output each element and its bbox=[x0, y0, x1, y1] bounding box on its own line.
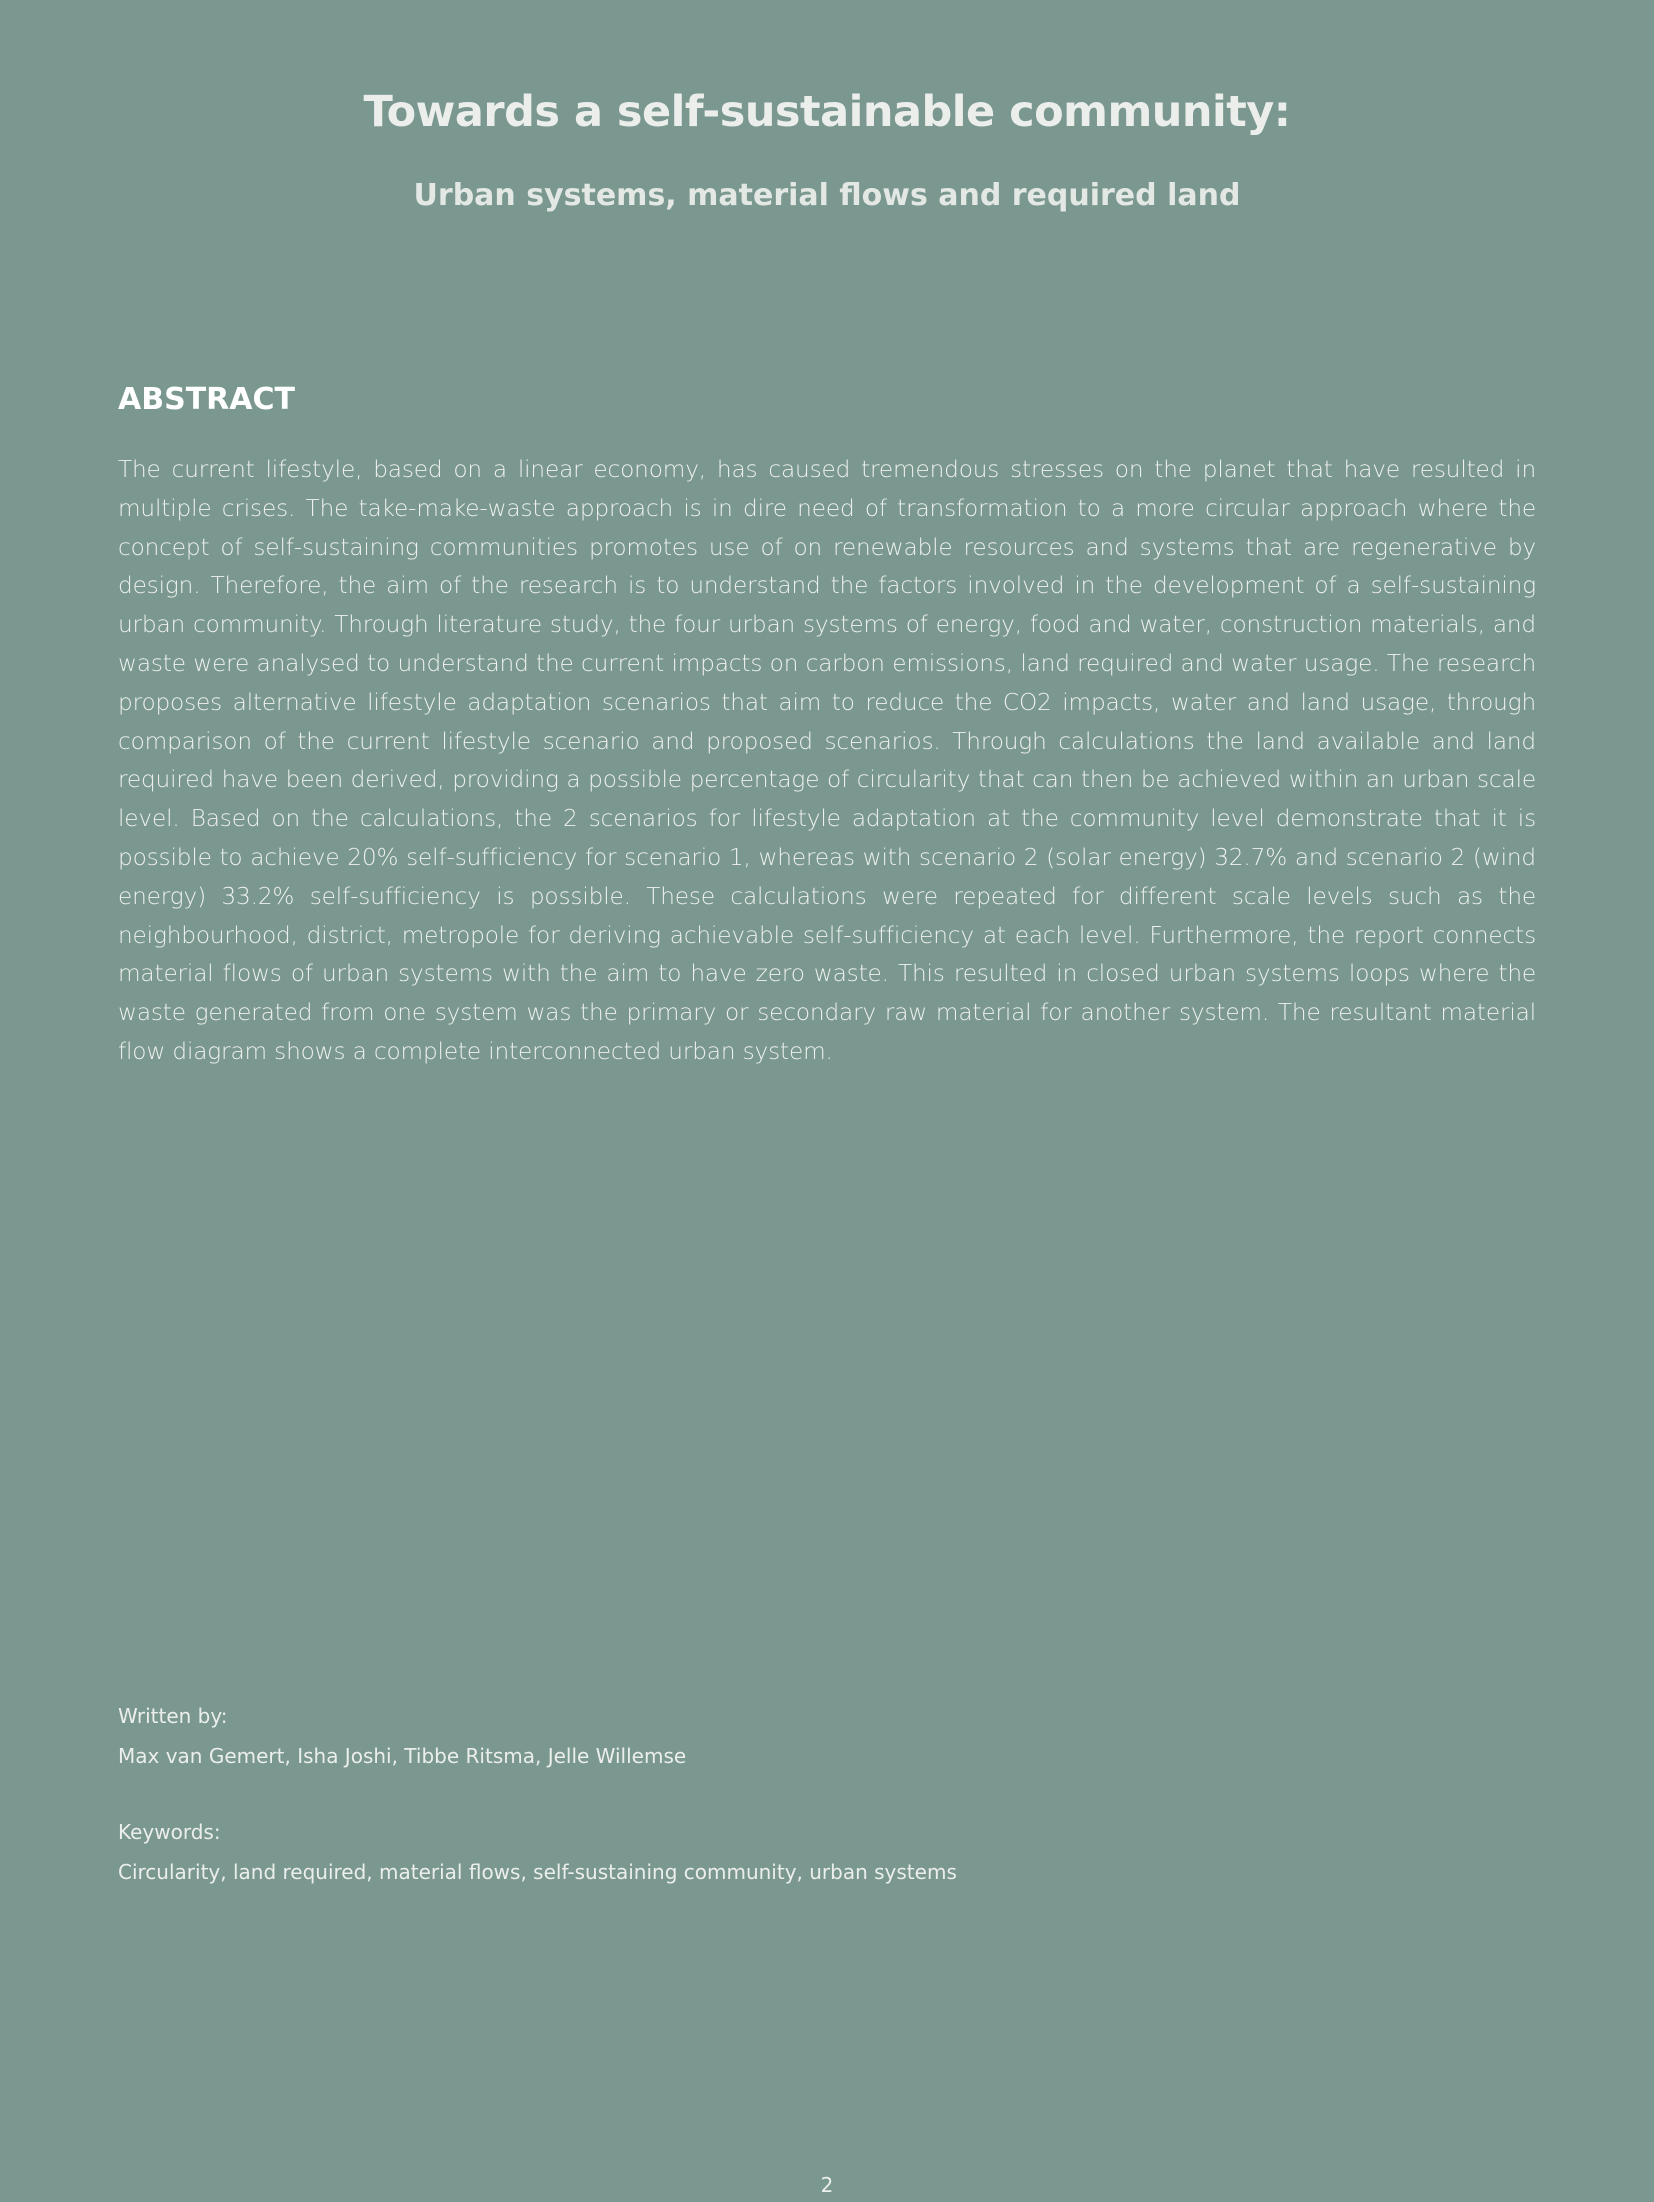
page-number: 2 bbox=[820, 2173, 834, 2197]
authors-list: Max van Gemert, Isha Joshi, Tibbe Ritsma, Jelle Willemse bbox=[118, 1744, 687, 1768]
page-subtitle: Urban systems, material flows and required land bbox=[413, 178, 1241, 213]
written-by-label: Written by: bbox=[118, 1704, 228, 1728]
keywords-list: Circularity, land required, material flows, self-sustaining community, urban systems bbox=[118, 1860, 957, 1884]
abstract-body: The current lifestyle, based on a linear economy, has caused tremendous stresses on the planet that have resulted in multiple crises. The take-make-waste approach is in dire need of transformation to a more circular approach where the concept of self-sustaining communities promotes use of on renewable resources and systems that are regenerative by design. Therefore, the aim of the research is to understand the factors involved in the development of a self-sustaining urban community. Through literature study, the four urban systems of energy, food and water, construction materials, and waste were analysed to understand the current impacts on carbon emissions, land required and water usage. The research proposes alternative lifestyle adaptation scenarios that aim to reduce the CO2 impacts, water and land usage, through comparison of the current lifestyle scenario and proposed scenarios. Through calculations the land available and land required have been derived, providing a possible percentage of circularity that can then be achieved within an urban scale level. Based on the calculations, the 2 scenarios for lifestyle adaptation at the community level demonstrate that it is possible to achieve 20% self-sufficiency for scenario 1, whereas with scenario 2 (solar energy) 32.7% and scenario 2 (wind energy) 33.2% self-sufficiency is possible. These calculations were repeated for different scale levels such as the neighbourhood, district, metropole for deriving achievable self-sufficiency at each level. Furthermore, the report connects material flows of urban systems with the aim to have zero waste. This resulted in closed urban systems loops where the waste generated from one system was the primary or secondary raw material for another system. The resultant material flow diagram shows a complete interconnected urban system. bbox=[118, 456, 1536, 1065]
keywords-label: Keywords: bbox=[118, 1820, 221, 1844]
abstract-heading: ABSTRACT bbox=[118, 382, 295, 417]
page-title: Towards a self-sustainable community: bbox=[363, 87, 1291, 137]
